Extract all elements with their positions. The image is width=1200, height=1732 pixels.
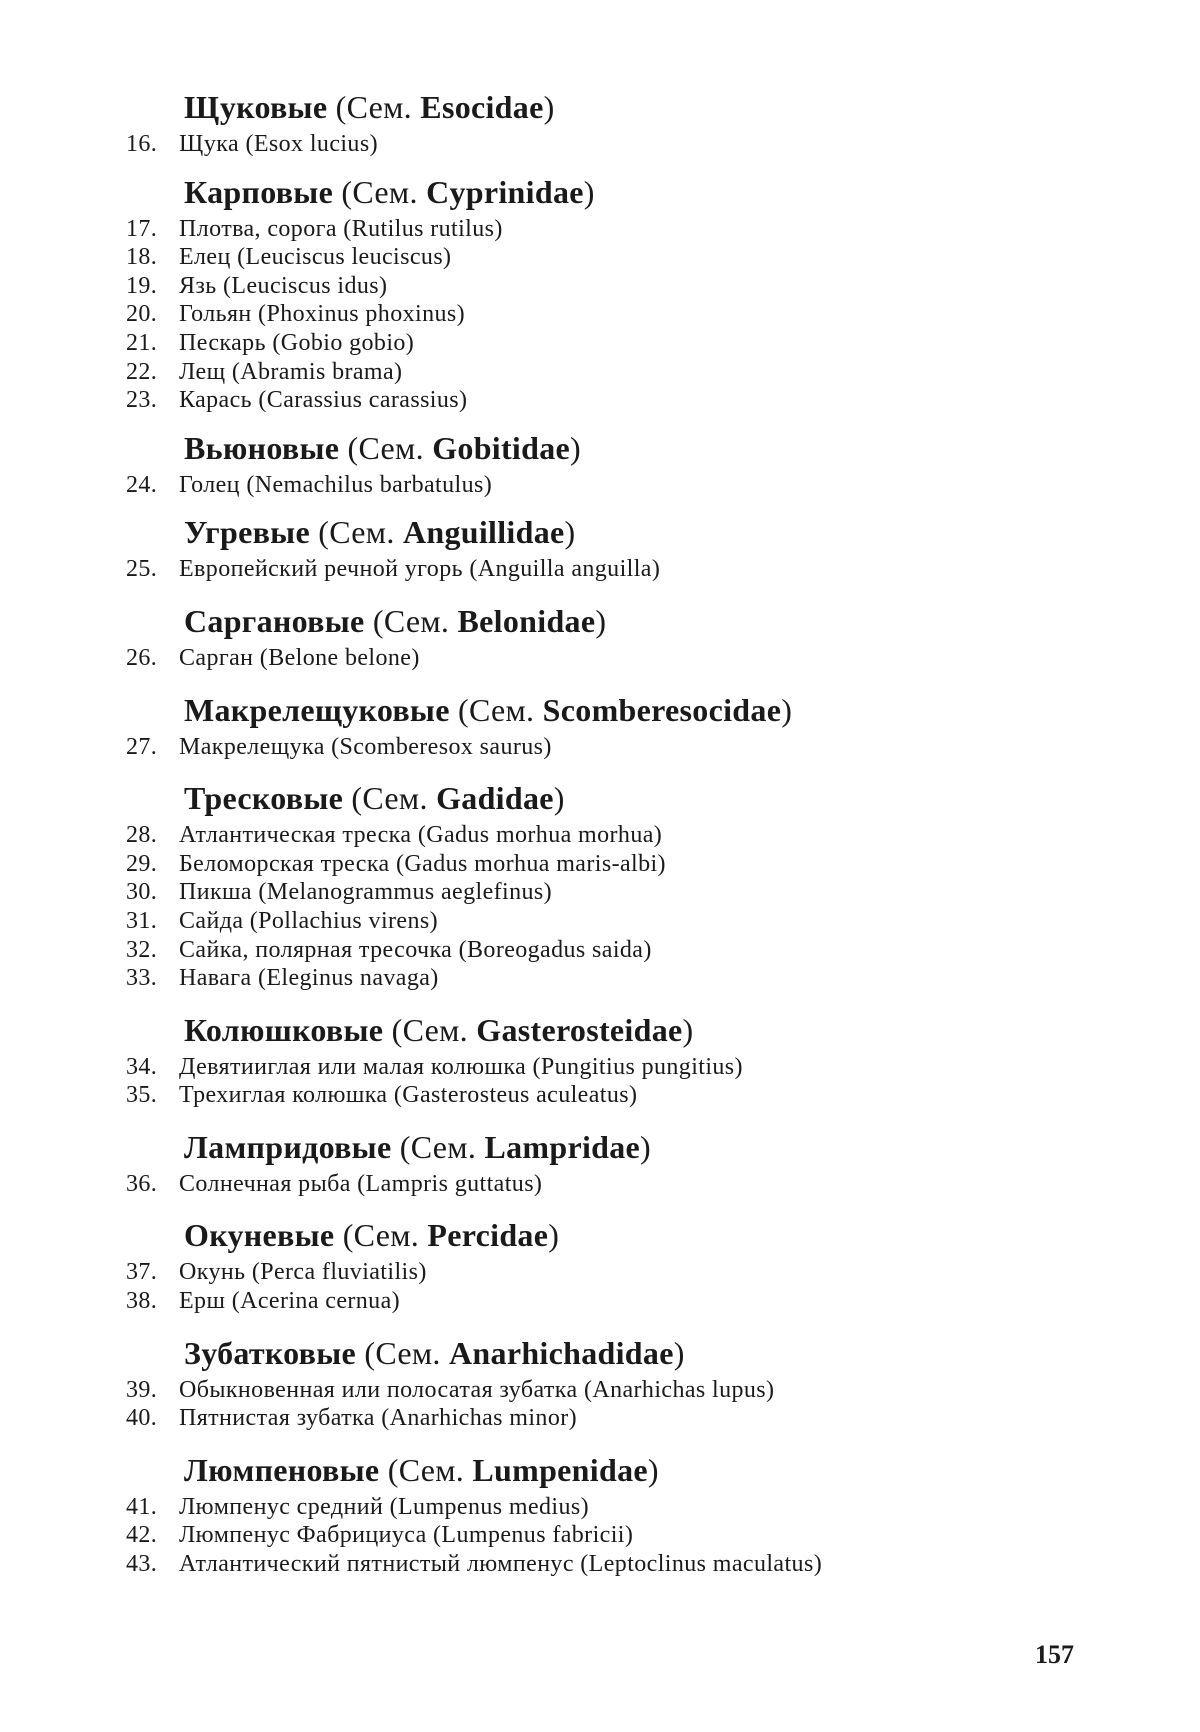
species-list [126,215,1126,415]
species-name: Атлантический пятнистый люмпенус (Leptoclinus maculatus) [179,1550,1126,1579]
species-number: 27. [126,733,179,762]
family-russian-name: Карповые [184,174,333,210]
family-latin-name: Belonidae [458,603,596,639]
species-name: Язь (Leuciscus idus) [179,272,1126,301]
species-name: Обыкновенная или полосатая зубатка (Anarhichas lupus) [179,1376,1126,1405]
species-name: Пикша (Melanogrammus aeglefinus) [179,878,1126,907]
family-latin-name: Lumpenidae [472,1452,647,1488]
family-abbrev: Сем. [375,1335,440,1371]
species-number: 28. [126,821,179,850]
species-number: 38. [126,1287,179,1316]
species-number: 35. [126,1081,179,1110]
species-number: 30. [126,878,179,907]
family-abbrev: Сем. [384,603,449,639]
family-abbrev: Сем. [411,1129,476,1165]
species-item [126,1521,1126,1550]
species-name: Сайка, полярная тресочка (Boreogadus saida) [179,936,1126,965]
family-heading: Тресковые (Сем. Gadidae) [184,779,1126,817]
family-russian-name: Вьюновые [184,430,339,466]
family-russian-name: Угревые [184,514,310,550]
species-list [126,1493,1126,1579]
species-list [126,1258,1126,1315]
species-list [126,733,1126,762]
family-heading: Саргановые (Сем. Belonidae) [184,602,1126,640]
species-item [126,272,1126,301]
species-name: Щука (Esox lucius) [179,130,1126,159]
species-item [126,1550,1126,1579]
species-item [126,555,1126,584]
species-item [126,1493,1126,1522]
species-name: Окунь (Perca fluviatilis) [179,1258,1126,1287]
page-number: 157 [1035,1640,1074,1670]
family-latin-name: Gasterosteidae [476,1012,682,1048]
species-item [126,1376,1126,1405]
species-number: 43. [126,1550,179,1579]
species-list [126,1053,1126,1110]
species-name: Люмпенус средний (Lumpenus medius) [179,1493,1126,1522]
species-name: Трехиглая колюшка (Gasterosteus aculeatus) [179,1081,1126,1110]
species-item [126,243,1126,272]
species-name: Карась (Carassius carassius) [179,386,1126,415]
species-item [126,386,1126,415]
family-russian-name: Тресковые [184,780,343,816]
family-russian-name: Щуковые [184,89,327,125]
family-abbrev: Сем. [352,174,417,210]
book-page [0,0,1200,1732]
species-item [126,329,1126,358]
species-number: 40. [126,1404,179,1433]
species-item [126,1053,1126,1082]
species-number: 21. [126,329,179,358]
species-number: 39. [126,1376,179,1405]
species-number: 26. [126,644,179,673]
species-item [126,1258,1126,1287]
species-name: Навага (Eleginus navaga) [179,964,1126,993]
family-abbrev: Сем. [399,1452,464,1488]
species-item [126,821,1126,850]
family-section [126,1451,1126,1579]
family-heading: Угревые (Сем. Anguillidae) [184,513,1126,551]
species-name: Голец (Nemachilus barbatulus) [179,471,1126,500]
species-item [126,215,1126,244]
family-section [126,429,1126,500]
family-heading: Макрелещуковые (Сем. Scomberesocidae) [184,691,1126,729]
family-heading: Зубатковые (Сем. Anarhichadidae) [184,1334,1126,1372]
species-number: 32. [126,936,179,965]
family-russian-name: Окуневые [184,1217,334,1253]
family-section [126,602,1126,673]
family-latin-name: Cyprinidae [426,174,584,210]
family-section [126,1334,1126,1433]
species-item [126,358,1126,387]
species-item [126,300,1126,329]
species-item [126,907,1126,936]
species-list [126,130,1126,159]
species-number: 22. [126,358,179,387]
species-name: Пескарь (Gobio gobio) [179,329,1126,358]
species-number: 36. [126,1170,179,1199]
family-latin-name: Anguillidae [403,514,565,550]
species-list [126,471,1126,500]
species-item [126,1170,1126,1199]
family-latin-name: Lampridae [484,1129,640,1165]
family-russian-name: Лампридовые [184,1129,391,1165]
family-latin-name: Gobitidae [432,430,570,466]
family-latin-name: Esocidae [420,89,543,125]
species-number: 42. [126,1521,179,1550]
family-latin-name: Anarhichadidae [449,1335,674,1371]
species-item [126,644,1126,673]
species-number: 33. [126,964,179,993]
species-item [126,936,1126,965]
family-abbrev: Сем. [359,430,424,466]
species-number: 18. [126,243,179,272]
species-item [126,878,1126,907]
species-list [126,555,1126,584]
species-item [126,471,1126,500]
family-heading: Вьюновые (Сем. Gobitidae) [184,429,1126,467]
species-name: Ерш (Acerina cernua) [179,1287,1126,1316]
species-number: 25. [126,555,179,584]
family-abbrev: Сем. [362,780,427,816]
species-name: Елец (Leuciscus leuciscus) [179,243,1126,272]
species-item [126,130,1126,159]
family-abbrev: Сем. [354,1217,419,1253]
species-name: Пятнистая зубатка (Anarhichas minor) [179,1404,1126,1433]
family-section [126,691,1126,762]
species-name: Лещ (Abramis brama) [179,358,1126,387]
species-name: Беломорская треска (Gadus morhua maris-albi) [179,850,1126,879]
family-latin-name: Gadidae [436,780,554,816]
species-item [126,850,1126,879]
family-russian-name: Макрелещуковые [184,692,450,728]
family-abbrev: Сем. [347,89,412,125]
species-number: 41. [126,1493,179,1522]
species-number: 29. [126,850,179,879]
family-section [126,779,1126,993]
species-item [126,733,1126,762]
family-abbrev: Сем. [403,1012,468,1048]
family-section [126,1011,1126,1110]
family-heading: Окуневые (Сем. Percidae) [184,1216,1126,1254]
species-list [126,1170,1126,1199]
species-item [126,964,1126,993]
family-abbrev: Сем. [469,692,534,728]
family-heading: Колюшковые (Сем. Gasterosteidae) [184,1011,1126,1049]
family-heading: Щуковые (Сем. Esocidae) [184,88,1126,126]
family-section [126,1128,1126,1199]
species-name: Сайда (Pollachius virens) [179,907,1126,936]
species-name: Плотва, сорога (Rutilus rutilus) [179,215,1126,244]
species-number: 24. [126,471,179,500]
species-name: Европейский речной угорь (Anguilla anguilla) [179,555,1126,584]
family-list [126,88,1126,1579]
family-section [126,173,1126,415]
species-name: Солнечная рыба (Lampris guttatus) [179,1170,1126,1199]
family-heading: Карповые (Сем. Cyprinidae) [184,173,1126,211]
family-russian-name: Колюшковые [184,1012,383,1048]
family-latin-name: Percidae [427,1217,548,1253]
species-name: Атлантическая треска (Gadus morhua morhua) [179,821,1126,850]
family-abbrev: Сем. [329,514,394,550]
species-number: 23. [126,386,179,415]
family-russian-name: Зубатковые [184,1335,356,1371]
species-number: 19. [126,272,179,301]
species-list [126,644,1126,673]
species-item [126,1404,1126,1433]
species-name: Девятииглая или малая колюшка (Pungitius pungitius) [179,1053,1126,1082]
species-number: 34. [126,1053,179,1082]
family-heading: Лампридовые (Сем. Lampridae) [184,1128,1126,1166]
species-name: Гольян (Phoxinus phoxinus) [179,300,1126,329]
species-number: 31. [126,907,179,936]
family-latin-name: Scomberesocidae [543,692,782,728]
species-list [126,821,1126,993]
family-russian-name: Люмпеновые [184,1452,379,1488]
species-number: 16. [126,130,179,159]
species-number: 17. [126,215,179,244]
family-section [126,1216,1126,1315]
family-section [126,513,1126,584]
family-russian-name: Саргановые [184,603,365,639]
species-list [126,1376,1126,1433]
species-item [126,1081,1126,1110]
species-item [126,1287,1126,1316]
species-number: 37. [126,1258,179,1287]
species-name: Сарган (Belone belone) [179,644,1126,673]
family-section [126,88,1126,159]
species-number: 20. [126,300,179,329]
family-heading: Люмпеновые (Сем. Lumpenidae) [184,1451,1126,1489]
species-name: Люмпенус Фабрициуса (Lumpenus fabricii) [179,1521,1126,1550]
species-name: Макрелещука (Scomberesox saurus) [179,733,1126,762]
